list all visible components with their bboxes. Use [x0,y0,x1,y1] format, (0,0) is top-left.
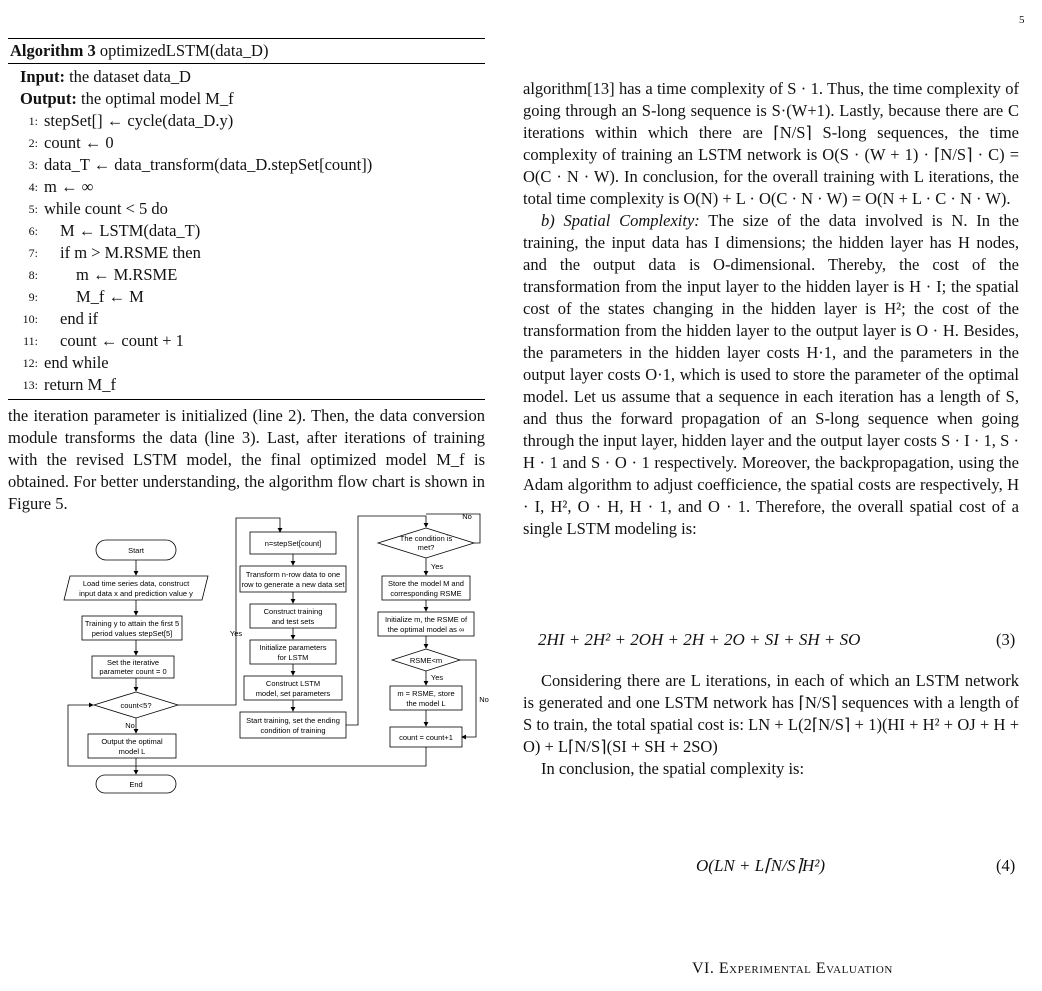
fc-count-cond: count<5? [120,701,152,710]
line-number: 10: [22,312,38,326]
fc-store-2: corresponding RSME [390,589,462,598]
algorithm-title [8,39,485,64]
algorithm-lines [8,110,485,396]
left-paragraph [8,405,485,515]
right-column [523,78,1019,540]
fc-start: Start [128,546,144,555]
fc-yes1: Yes [229,629,243,638]
fc-init-m-2: the optimal model as ∞ [387,625,465,634]
spatial-complexity-text: The size of the data involved is N. In the training, the input data has I dimensions; the hidden layer has H nodes, and the output data is O-dimensional. Thereby, the cost of the transformation from the input layer to the hidden layer is H · I; the spatial cost of the states changing in the hidden layer is H²; the cost of the transformation from the hidden layer to the output layer is O · H. Besides, the parameters in the hidden layer costs H·1, and the parameters in the output layer costs O·1, which is used to store the parameter of the optimal model. Let us assume that a sequence in each iteration has a length of S, and thus the forward propagation of an S-long sequence when going through the input layer, hidden layer and the output layer costs S · I · 1, S · H · 1 and S · O · 1 respectively. Moreover, the backpropagation, using the Adam algorithm to adjust coefficience, the spatial costs are respectively, H · I, H², O · H, H · 1, and O · 1. Therefore, the overall spatial cost of a single LSTM modeling is: [523,211,1019,538]
fc-start-training-1: Start training, set the ending [246,716,340,725]
output-label: Output: [20,89,77,108]
fc-sets-1: Construct training [263,607,323,616]
line-number: 9: [28,290,38,304]
fc-training-1: Training y to attain the first 5 [84,619,180,628]
fc-no2: No [462,512,472,521]
spatial-complexity-paragraph [523,210,1019,540]
input-label: Input: [20,67,65,86]
algorithm-input [8,66,485,88]
fc-lstm-1: Construct LSTM [265,679,321,688]
algorithm-line [8,308,485,330]
fc-count-inc: count = count+1 [399,733,453,742]
right-column-continued [523,670,1019,780]
line-text: m ← M.RSME [76,265,178,284]
line-number: 5: [28,202,38,216]
algorithm-output [8,88,485,110]
line-text: m ← ∞ [44,177,94,196]
spatial-complexity-heading: b) Spatial Complexity: [541,211,700,230]
line-number: 4: [28,180,38,194]
algorithm-line [8,286,485,308]
equation-3: 2HI + 2H² + 2OH + 2H + 2O + SI + SH + SO [538,630,861,649]
algorithm-line [8,220,485,242]
fc-setiter-2: parameter count = 0 [99,667,167,676]
line-number: 13: [22,378,38,392]
fc-load-2: input data x and prediction value y [79,589,193,598]
conclusion-paragraph: In conclusion, the spatial complexity is: [541,759,805,778]
fc-transform-2: row to generate a new data set [241,580,345,589]
line-number: 8: [28,268,38,282]
line-number: 3: [28,158,38,172]
fc-nstep: n=stepSet[count] [264,539,322,548]
line-number: 1: [28,114,38,128]
fc-init-1: Initialize parameters [259,643,327,652]
algorithm-line [8,176,485,198]
algorithm-line [8,132,485,154]
section-heading: VI. Experimental Evaluation [692,960,893,977]
fc-rsme-cond: RSME<m [409,656,443,665]
algorithm-name: optimizedLSTM(data_D) [99,41,269,60]
line-number: 7: [28,246,38,260]
algorithm-line [8,110,485,132]
algorithm-line [8,154,485,176]
fc-lstm-2: model, set parameters [255,689,331,698]
line-text: return M_f [44,375,116,394]
algorithm-line [8,352,485,374]
fc-init-m-1: Initialize m, the RSME of [384,615,468,624]
line-text: end while [44,353,109,372]
algorithm-line [8,374,485,396]
algorithm-line [8,330,485,352]
line-text: if m > M.RSME then [60,243,201,262]
fc-output-1: Output the optimal [101,737,163,746]
fc-end: End [129,780,143,789]
fc-transform-1: Transform n-row data to one [245,570,341,579]
fc-init-2: for LSTM [277,653,309,662]
line-number: 6: [28,224,38,238]
fc-yes2: Yes [430,562,444,571]
fc-store-1: Store the model M and [388,579,464,588]
line-text: M_f ← M [76,287,144,306]
total-spatial-cost-paragraph: Considering there are L iterations, in each of which an LSTM network is generated and one LSTM network has ⌈N/S⌉ sequences with a length of S to train, the total spatial cost is: LN + L(2⌈N/S⌉ + 1)(HI + H² + OJ + H + O) + L⌈N/S⌉(SI + SH + 2SO) [523,671,1019,756]
fc-setiter-1: Set the iterative [106,658,160,667]
fc-cond-2: met? [417,543,435,552]
fc-start-training-2: condition of training [260,726,326,735]
page-number: 5 [1019,14,1025,26]
fc-load-1: Load time series data, construct [82,579,190,588]
fc-no1: No [125,721,135,730]
fc-training-2: period values stepSet[5] [91,629,173,638]
equation-4-number: (4) [996,856,1016,875]
equation-3-number: (3) [996,630,1016,649]
fc-mstore-1: m = RSME, store [397,689,455,698]
line-number: 12: [22,356,38,370]
fc-mstore-2: the model L [406,699,446,708]
line-text: M ← LSTM(data_T) [60,221,201,240]
time-complexity-paragraph: algorithm[13] has a time complexity of S · 1. Thus, the time complexity of going through an S-long sequence is S·(W+1). Lastly, because there are C iterations within which there are ⌈N/S⌉ S-long sequences, the time complexity of training an LSTM network is O(S · (W + 1) · ⌈N/S⌉ · C) = O(C · N · W). In conclusion, for the overall training with L iterations, the total time complexity is O(N) + L · O(C · N · W) = O(N + L · C · N · W). [523,79,1019,208]
line-text: stepSet[] ← cycle(data_D.y) [44,111,234,130]
line-text: count ← 0 [44,133,114,152]
fc-yes3: Yes [430,673,444,682]
left-paragraph-text: the iteration parameter is initialized (line 2). Then, the data conversion module transforms the data (line 3). Last, after iterations of training with the revised LSTM model, the final optimized model M_f is obtained. For better understanding, the algorithm flow chart is shown in Figure 5. [8,406,485,513]
algorithm-box [8,38,485,400]
line-number: 2: [28,136,38,150]
line-text: end if [60,309,99,328]
line-text: data_T ← data_transform(data_D.stepSet[count]) [44,155,373,174]
line-number: 11: [23,334,38,348]
fc-sets-2: and test sets [271,617,315,626]
algorithm-line [8,198,485,220]
algorithm-line [8,242,485,264]
output-text: the optimal model M_f [80,89,234,108]
fc-no3: No [479,695,489,704]
algorithm-line [8,264,485,286]
algorithm-body [8,64,485,399]
flowchart [60,512,490,797]
algorithm-label: Algorithm 3 [10,41,96,60]
equation-4: O(LN + L⌈N/S⌉H²) [696,856,826,875]
line-text: count ← count + 1 [60,331,184,350]
line-text: while count < 5 do [44,199,168,218]
input-text: the dataset data_D [69,67,191,86]
fc-output-2: model L [118,747,146,756]
fc-cond-1: The condition is [399,534,453,543]
